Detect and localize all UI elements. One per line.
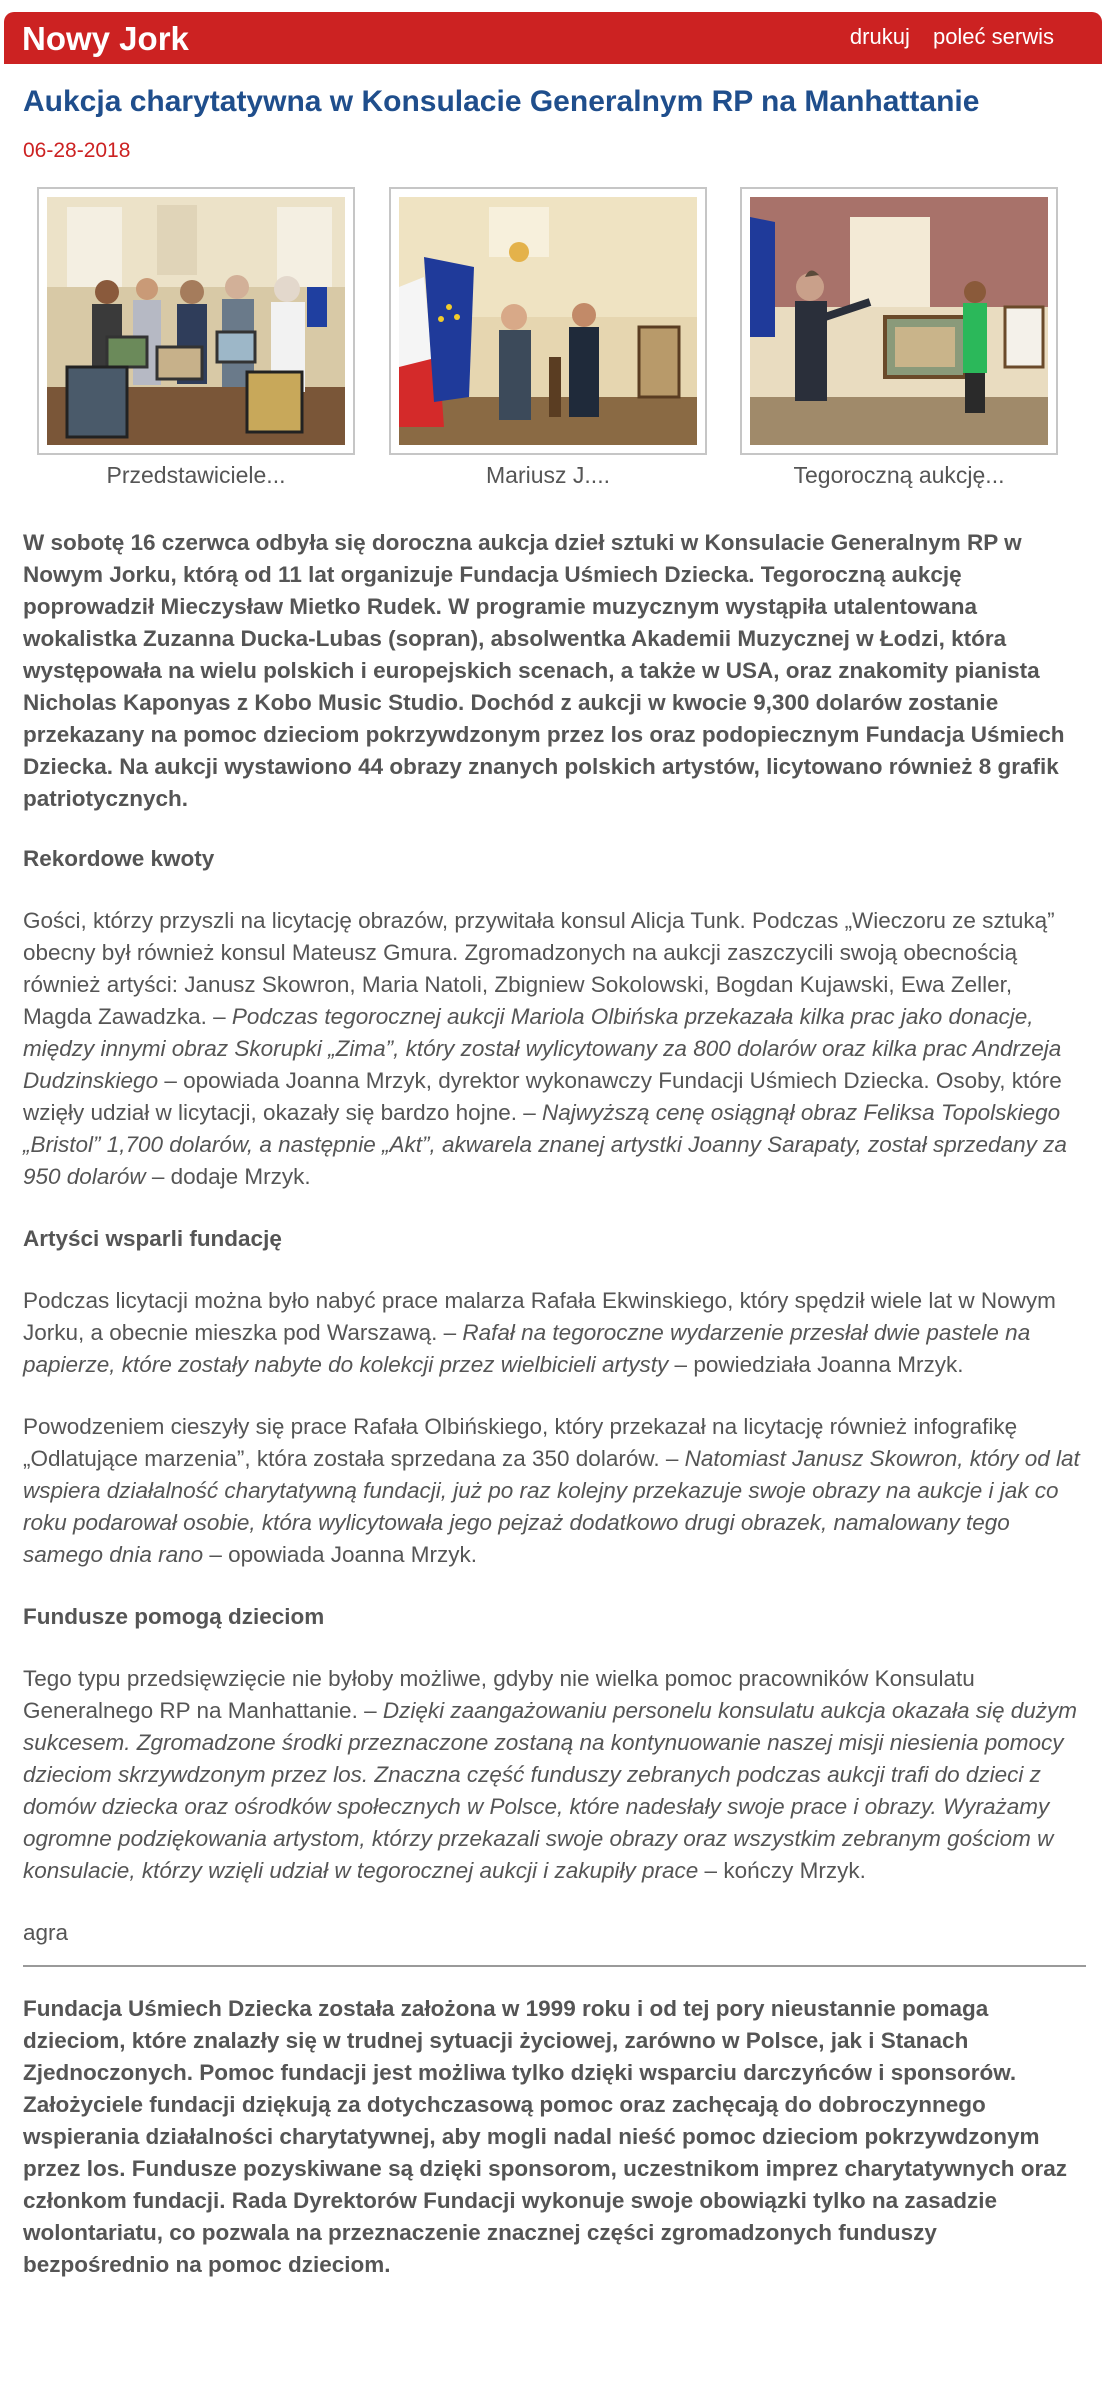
paragraph-1: Gości, którzy przyszli na licytację obrazów, przywitała konsul Alicja Tunk. Podczas „Wieczoru ze sztuką” obecny był również konsul Mateusz Gmura. Zgromadzonych na aukcji zaszczycili swoją obecnością również artyści: Janusz Skowron, Maria Natoli, Zbigniew Sokolowski, Bogdan Kujawski, Ewa Zeller, Magda Zawadzka. – Podczas tegorocznej aukcji Mariola Olbińska przekazała kilka prac jako donacje, między innymi obraz Skorupki „Zima”, który został wylicytowany za 800 dolarów oraz kilka prac Andrzeja Dudzinskiego – opowiada Joanna Mrzyk, dyrektor wykonawczy Fundacji Uśmiech Dziecka. Osoby, które wzięły udział w licytacji, okazały się bardzo hojne. – Najwyższą cenę osiągnął obraz Feliksa Topolskiego „Bristol” 1,700 dolarów, a następnie „Akt”, akwarela znanej artystki Joanny Sarapaty, został sprzedany za 950 dolarów – dodaje Mrzyk. [23, 908, 1067, 1189]
gallery-thumb-3[interactable] [740, 187, 1058, 455]
article-body [23, 527, 1086, 2281]
section-heading-rekordowe-kwoty: Rekordowe kwoty [23, 846, 215, 871]
recommend-link[interactable]: poleć serwis [932, 24, 1054, 49]
gallery-caption-3: Tegoroczną aukcję... [793, 462, 1005, 488]
photo-auction-presentation [750, 197, 1048, 445]
gallery-thumb-1[interactable] [37, 187, 355, 455]
section-heading-artysci: Artyści wsparli fundację [23, 1226, 282, 1251]
article-title: Aukcja charytatywna w Konsulacie Generalnym RP na Manhattanie [23, 85, 980, 118]
article-lead: W sobotę 16 czerwca odbyła się doroczna aukcja dzieł sztuki w Konsulacie Generalnym RP w Nowym Jorku, którą od 11 lat organizuje Fundacja Uśmiech Dziecka. Tegoroczną aukcję poprowadził Mieczysław Mietko Rudek. W programie muzycznym wystąpiła utalentowana wokalistka Zuzanna Ducka-Lubas (sopran), absolwentka Akademii Muzycznej w Łodzi, która występowała na wielu polskich i europejskich scenach, a także w USA, oraz znakomity pianista Nicholas Kaponyas z Kobo Music Studio. Dochód z aukcji w kwocie 9,300 dolarów zostanie przekazany na pomoc dzieciom pokrzywdzonym przez los oraz podopiecznym Fundacja Uśmiech Dziecka. Na aukcji wystawiono 44 obrazy znanych polskich artystów, licytowano również 8 grafik patriotycznych. [23, 530, 1065, 811]
gallery-caption-2: Mariusz J.... [486, 462, 610, 488]
paragraph-3: Powodzeniem cieszyły się prace Rafała Olbińskiego, który przekazał na licytację również infografikę „Odlatujące marzenia”, która została sprzedana za 350 dolarów. – Natomiast Janusz Skowron, który od lat wspiera działalność charytatywną fundacji, już po raz kolejny przekazuje swoje obrazy na aukcje i jak co roku podarował osobie, która wylicytowała jego pejzaż dodatkowo drugi obrazek, namalowany tego samego dnia rano – opowiada Joanna Mrzyk. [23, 1414, 1080, 1567]
photo-group-with-paintings [47, 197, 345, 445]
print-link[interactable]: drukuj [849, 24, 910, 49]
footer-divider [23, 1965, 1086, 1967]
site-header [4, 12, 1102, 64]
gallery-thumb-2[interactable] [389, 187, 707, 455]
foundation-footer: Fundacja Uśmiech Dziecka została założona w 1999 roku i od tej pory nieustannie pomaga dzieciom, które znalazły się w trudnej sytuacji życiowej, zarówno w Polsce, jak i Stanach Zjednoczonych. Pomoc fundacji jest możliwa tylko dzięki wsparciu darczyńców i sponsorów. Założyciele fundacji dziękują za dotychczasową pomoc oraz zachęcają do dobroczynnego wspierania działalności charytatywnej, aby mogli nadal nieść pomoc dzieciom pokrzywdzonym przez los. Fundusze pozyskiwane są dzięki sponsorom, uczestnikom imprez charytatywnych oraz członkom fundacji. Rada Dyrektorów Fundacji wykonuje swoje obowiązki tylko na zasadzie wolontariatu, co pozwala na przeznaczenie znacznej części zgromadzonych funduszy bezpośrednio na pomoc dzieciom. [23, 1996, 1068, 2277]
paragraph-4: Tego typu przedsięwzięcie nie byłoby możliwe, gdyby nie wielka pomoc pracowników Konsulatu Generalnego RP na Manhattanie. – Dzięki zaangażowaniu personelu konsulatu aukcja okazała się dużym sukcesem. Zgromadzone środki przeznaczone zostaną na kontynuowanie naszej misji niesienia pomocy dzieciom skrzywdzonym przez los. Znaczna część funduszy zebranych podczas aukcji trafi do dzieci z domów dziecka oraz ośrodków społecznych w Polsce, które nadesłały swoje prace i obrazy. Wyrażamy ogromne podziękowania artystom, którzy przekazali swoje obrazy oraz wszystkim zebranym gościom w konsulacie, którzy wzięli udział w tegorocznej aukcji i zakupiły prace – kończy Mrzyk. [23, 1666, 1077, 1883]
paragraph-2: Podczas licytacji można było nabyć prace malarza Rafała Ekwinskiego, który spędził wiele lat w Nowym Jorku, a obecnie mieszka pod Warszawą. – Rafał na tegoroczne wydarzenie przesłał dwie pastele na papierze, które zostały nabyte do kolekcji przez wielbicieli artysty – powiedziała Joanna Mrzyk. [23, 1288, 1056, 1377]
photo-gallery [0, 187, 1118, 497]
author-signature: agra [23, 1920, 69, 1945]
city-title: Nowy Jork [22, 20, 189, 57]
gallery-caption-1: Przedstawiciele... [106, 462, 286, 488]
article-date: 06-28-2018 [23, 139, 131, 162]
photo-speaker-with-flags [399, 197, 697, 445]
section-heading-fundusze: Fundusze pomogą dzieciom [23, 1604, 325, 1629]
header-links [833, 24, 1054, 50]
